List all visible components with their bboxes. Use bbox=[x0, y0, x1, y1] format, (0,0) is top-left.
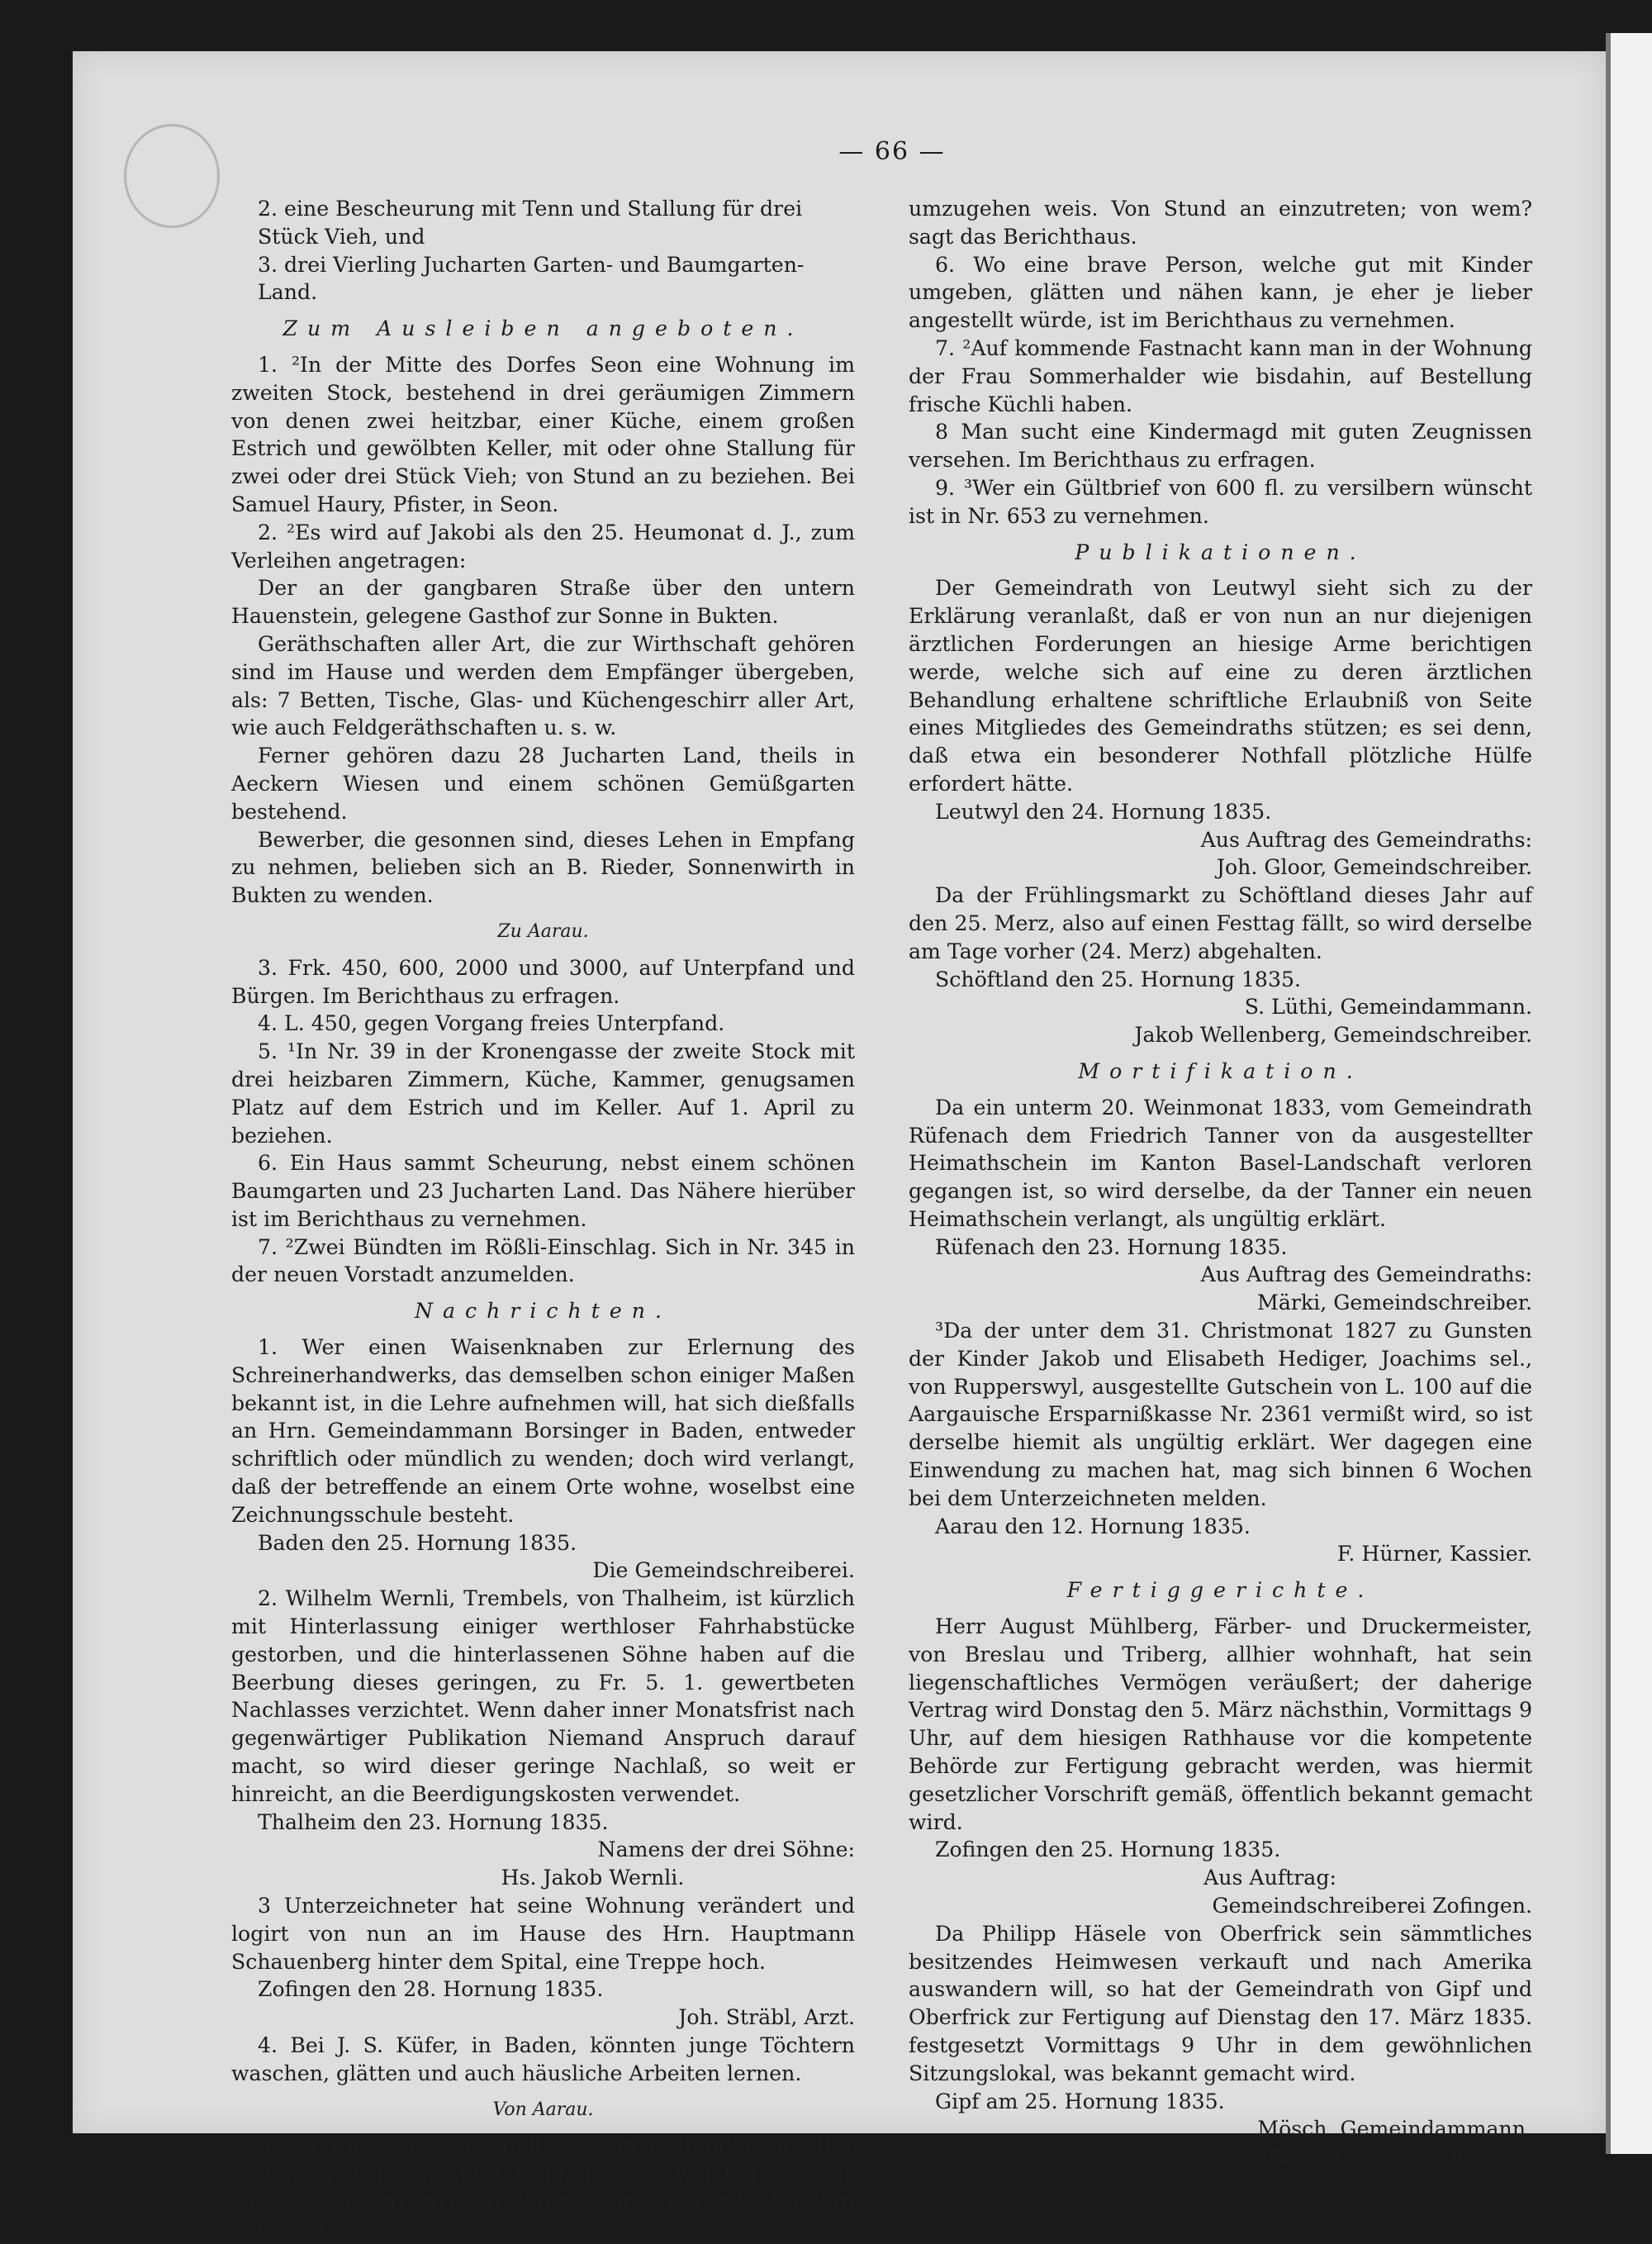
page-fold-shadow bbox=[1606, 33, 1611, 2154]
notice-paragraph: Der an der gangbaren Straße über den untern Hauenstein, gelegene Gasthof zur Sonne in Bukten. bbox=[231, 576, 855, 629]
notice-signature: F. Hürner, Kassier. bbox=[1336, 1542, 1532, 1567]
notice-paragraph: Ferner gehören dazu 28 Jucharten Land, theils in Aeckern Wiesen und einem schönen Gemüßgarten bestehend. bbox=[231, 744, 855, 824]
notice-paragraph: 5. ¹In Nr. 39 in der Kronengasse der zweite Stock mit drei heizbaren Zimmern, Küche, Kammer, genugsamen Platz auf dem Estrich und im Keller. Auf 1. April zu beziehen. bbox=[231, 1039, 855, 1148]
notice-signature: Die Gemeindschreiberei. bbox=[592, 1558, 855, 1583]
list-item: 2. eine Bescheurung mit Tenn und Stallung für drei Stück Vieh, und bbox=[258, 197, 803, 249]
notice-paragraph: 9. ³Wer ein Gültbrief von 600 fl. zu versilbern wünscht ist in Nr. 653 zu vernehmen. bbox=[909, 475, 1532, 528]
notice-signature: Aus Auftrag: bbox=[1203, 1866, 1336, 1890]
notice-paragraph: Da ein unterm 20. Weinmonat 1833, vom Gemeindrath Rüfenach dem Friedrich Tanner von da ausgestellter Heimathschein im Kanton Basel-Landschaft verloren gegangen ist, so wird derselbe, da der Tanner ein neuen Heimathschein verlangt, als ungültig erklärt. bbox=[909, 1095, 1532, 1231]
notice-signature: Hs. Jakob Wernli. bbox=[501, 1866, 685, 1890]
notice-signature: Jakob Wellenberg, Gemeindschreiber. bbox=[1134, 1023, 1532, 1048]
notice-date: Leutwyl den 24. Hornung 1835. bbox=[935, 799, 1272, 824]
notice-date: Baden den 25. Hornung 1835. bbox=[258, 1530, 577, 1555]
notice-date: Zofingen den 25. Hornung 1835. bbox=[935, 1838, 1281, 1862]
notice-paragraph: 4. L. 450, gegen Vorgang freies Unterpfand. bbox=[258, 1011, 725, 1036]
notice-paragraph: 4. Bei J. S. Küfer, in Baden, könnten junge Töchtern waschen, glätten und auch häusliche Arbeiten lernen. bbox=[231, 2033, 855, 2085]
notice-paragraph: 3 Unterzeichneter hat seine Wohnung verändert und logirt von nun an im Hause des Hrn. Hauptmann Schauenberg hinter dem Spital, eine Treppe hoch. bbox=[231, 1894, 855, 1974]
notice-signature: S. Lüthi, Gemeindammann. bbox=[1244, 995, 1532, 1020]
notice-paragraph: umzugehen weis. Von Stund an einzutreten; von wem? sagt das Berichthaus. bbox=[909, 197, 1532, 249]
page-number: — 66 — bbox=[838, 137, 946, 166]
notice-date: Schöftland den 25. Hornung 1835. bbox=[935, 967, 1302, 991]
notice-paragraph: 2. Wilhelm Wernli, Trembels, von Thalheim, ist kürzlich mit Hinterlassung einiger werthloser Fahrhabstücke gestorben, und die hinterlassenen Söhne haben auf die Beerbung dieses geringen, zu Fr. 5. 1. gewertbeten Nachlasses verzichtet. Wenn daher inner Monatsfrist nach gegenwärtiger Publikation Niemand Anspruch darauf macht, so wird dieser geringe Nachlaß, so weit er hinreicht, an die Beerdigungskosten verwendet. bbox=[231, 1586, 855, 1806]
notice-paragraph: 8 Man sucht eine Kindermagd mit guten Zeugnissen versehen. Im Berichthaus zu erfragen. bbox=[909, 420, 1532, 473]
notice-signature: Aus Auftrag des Gemeindraths: bbox=[1200, 1262, 1532, 1287]
notice-signature: Gemeindschreiberei Zofingen. bbox=[1212, 1894, 1532, 1918]
notice-paragraph: 5. Es wird eine Haushälterin von bestandenem Alter und guter sittlicher Aufführung, gesucht, welcher man das Hauswesen anvertrauen könnte und die mit Kindern liebreich bbox=[231, 2133, 855, 2242]
section-heading-ausleihen: Zum Ausleiben angeboten. bbox=[282, 316, 804, 341]
left-column bbox=[231, 195, 855, 2244]
notice-paragraph: 6. Wo eine brave Person, welche gut mit Kinder umgeben, glätten und nähen kann, je eher je lieber angestellt würde, ist im Berichthaus zu vernehmen. bbox=[909, 252, 1532, 333]
notice-signature: Mösch, Gemeindammann. bbox=[1257, 2117, 1532, 2142]
notice-signature: Joh. Gloor, Gemeindschreiber. bbox=[1216, 855, 1532, 880]
notice-paragraph: 1. Wer einen Waisenknaben zur Erlernung des Schreinerhandwerks, das demselben schon einiger Maßen bekannt ist, in die Lehre aufnehmen will, hat sich dießfalls an Hrn. Gemeindammann Borsinger in Baden, entweder schriftlich oder mündlich zu wenden; doch wird verlangt, daß der betreffende an einem Orte wohne, woselbst eine Zeichnungsschule besteht. bbox=[231, 1335, 855, 1527]
notice-paragraph: Der Gemeindrath von Leutwyl sieht sich zu der Erklärung veranlaßt, daß er von nun an nur diejenigen ärztlichen Forderungen an hiesige Arme berichtigen werde, welche sich auf eine zu deren ärztlichen Behandlung erhaltene schriftliche Erlaubniß von Seite eines Mitgliedes des Gemeindraths stützen; es sei denn, daß etwa ein besonderer Nothfall plötzliche Hülfe erfordert hätte. bbox=[909, 576, 1532, 796]
notice-signature: Namens der drei Söhne: bbox=[597, 1838, 855, 1862]
section-heading-fertiggerichte: Fertiggerichte. bbox=[1066, 1578, 1374, 1603]
list-item: 3. drei Vierling Jucharten Garten- und Baumgarten-Land. bbox=[258, 252, 805, 305]
notice-paragraph: 2. ²Es wird auf Jakobi als den 25. Heumonat d. J., zum Verleihen angetragen: bbox=[231, 520, 855, 573]
subheading-aarau: Zu Aarau. bbox=[497, 920, 589, 942]
notice-paragraph: 6. Ein Haus sammt Scheurung, nebst einem schönen Baumgarten und 23 Jucharten Land. Das Nähere hierüber ist im Berichthaus zu vernehmen. bbox=[231, 1151, 855, 1231]
notice-signature: Benz, Gemeindschreiber. bbox=[1268, 2145, 1532, 2170]
notice-date: Gipf am 25. Hornung 1835. bbox=[935, 2089, 1225, 2113]
section-heading-nachrichten: Nachrichten. bbox=[414, 1299, 672, 1324]
notice-paragraph: 1. ²In der Mitte des Dorfes Seon eine Wohnung im zweiten Stock, bestehend in drei geräumigen Zimmern von denen zwei heitzbar, einer Küche, einem großen Estrich und gewölbten Keller, mit oder ohne Stallung für zwei oder drei Stück Vieh; von Stund an zu beziehen. Bei Samuel Haury, Pfister, in Seon. bbox=[231, 352, 855, 516]
notice-signature: Märki, Gemeindschreiber. bbox=[1257, 1291, 1532, 1315]
section-heading-mortifikation: Mortifikation. bbox=[1078, 1058, 1363, 1083]
notice-paragraph: 3. Frk. 450, 600, 2000 und 3000, auf Unterpfand und Bürgen. Im Berichthaus zu erfragen. bbox=[231, 955, 855, 1008]
notice-paragraph: 7. ²Auf kommende Fastnacht kann man in der Wohnung der Frau Sommerhalder wie bisdahin, auf Bestellung frische Küchli haben. bbox=[909, 335, 1532, 416]
notice-paragraph: ³Da der unter dem 31. Christmonat 1827 zu Gunsten der Kinder Jakob und Elisabeth Hediger, Joachims sel., von Rupperswyl, ausgestellte Gutschein von L. 100 auf die Aargauische Ersparnißkasse Nr. 2361 vermißt wird, so ist derselbe hiemit als ungültig erklärt. Wer dagegen eine Einwendung zu machen hat, mag sich binnen 6 Wochen bei dem Unterzeichneten melden. bbox=[909, 1319, 1532, 1510]
subheading-von-aarau: Von Aarau. bbox=[492, 2099, 594, 2120]
section-heading-publikationen: Publikationen. bbox=[1075, 540, 1366, 564]
notice-paragraph: Bewerber, die gesonnen sind, dieses Lehen in Empfang zu nehmen, belieben sich an B. Rieder, Sonnenwirth in Bukten zu wenden. bbox=[231, 827, 855, 908]
notice-paragraph: Geräthschaften aller Art, die zur Wirthschaft gehören sind im Hause und werden dem Empfänger übergeben, als: 7 Betten, Tische, Glas- und Küchengeschirr aller Art, wie auch Feldgeräthschaften u. s. w. bbox=[231, 631, 855, 740]
notice-date: Aarau den 12. Hornung 1835. bbox=[935, 1514, 1251, 1538]
notice-paragraph: 7. ²Zwei Bündten im Rößli-Einschlag. Sich in Nr. 345 in der neuen Vorstadt anzumelden. bbox=[231, 1234, 855, 1287]
notice-date: Zofingen den 28. Hornung 1835. bbox=[258, 1977, 604, 2002]
notice-date: Thalheim den 23. Hornung 1835. bbox=[258, 1809, 609, 1834]
notice-signature: Aus Auftrag des Gemeindraths: bbox=[1200, 827, 1532, 852]
notice-paragraph: Da Philipp Häsele von Oberfrick sein sämmtliches besitzendes Heimwesen verkauft und nach Amerika auswandern will, so hat der Gemeindrath von Gipf und Oberfrick zur Fertigung auf Dienstag den 17. März 1835. festgesetzt Vormittags 9 Uhr in dem gewöhnlichen Sitzungslokal, was bekannt gemacht wird. bbox=[909, 1921, 1532, 2085]
library-stamp bbox=[124, 124, 220, 228]
notice-signature: Joh. Sträbl, Arzt. bbox=[678, 2005, 855, 2030]
notice-paragraph: Herr August Mühlberg, Färber- und Druckermeister, von Breslau und Triberg, allhier wohnhaft, hat sein liegenschaftliches Vermögen veräußert; der daherige Vertrag wird Donstag den 5. März nächsthin, Vormittags 9 Uhr, auf dem hiesigen Rathhause vor die kompetente Behörde zur Fertigung gebracht werden, was hiermit gesetzlicher Vorschrift gemäß, öffentlich bekannt gemacht wird. bbox=[909, 1614, 1532, 1834]
notice-date: Rüfenach den 23. Hornung 1835. bbox=[935, 1234, 1288, 1259]
right-column bbox=[909, 195, 1532, 2171]
notice-paragraph: Da der Frühlingsmarkt zu Schöftland dieses Jahr auf den 25. Merz, also auf einen Festtag fällt, so wird derselbe am Tage vorher (24. Merz) abgehalten. bbox=[909, 883, 1532, 963]
next-page-edge bbox=[1606, 33, 1652, 2154]
